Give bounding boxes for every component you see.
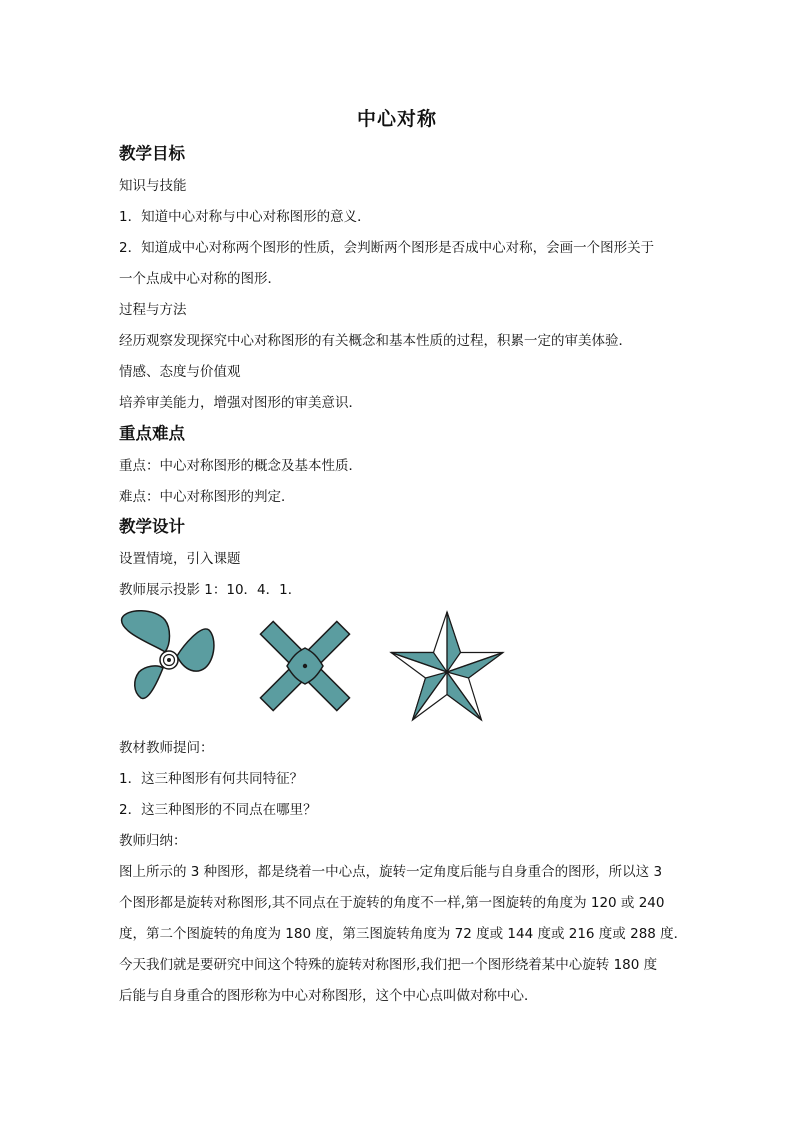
design-heading: 教学设计 xyxy=(119,517,185,536)
emotion-text: 培养审美能力，增强对图形的审美意识． xyxy=(119,395,362,411)
knowledge-skills-label: 知识与技能 xyxy=(119,178,187,194)
process-text: 经历观察发现探究中心对称图形的有关概念和基本性质的过程，积累一定的审美体验． xyxy=(119,333,632,349)
question-1: 1．这三种图形有何共同特征？ xyxy=(119,771,304,787)
summary-line-4: 今天我们就是要研究中间这个特殊的旋转对称图形,我们把一个图形绕着某中心旋转 180 度 xyxy=(119,957,658,973)
question-2: 2．这三种图形的不同点在哪里？ xyxy=(119,802,317,818)
objectives-heading: 教学目标 xyxy=(119,144,185,163)
summary-line-3: 度，第二个图旋转的角度为 180 度，第三图旋转角度为 72 度或 144 度或 216 度或 288 度． xyxy=(119,926,688,942)
difficult-point: 难点：中心对称图形的判定． xyxy=(119,489,295,505)
ks-item-2-line-2: 一个点成中心对称的图形． xyxy=(119,271,281,287)
summary-line-2: 个图形都是旋转对称图形,其不同点在于旋转的角度不一样,第一图旋转的角度为 120 或 240 xyxy=(119,895,665,911)
ks-item-1: 1．知道中心对称与中心对称图形的意义． xyxy=(119,209,371,225)
star-icon xyxy=(387,610,507,726)
summary-line-1: 图上所示的 3 种图形，都是绕着一中心点，旋转一定角度后能与自身重合的图形，所以这 3 xyxy=(119,864,663,880)
propeller-icon xyxy=(119,610,219,710)
summary-line-5: 后能与自身重合的图形称为中心对称图形，这个中心点叫做对称中心． xyxy=(119,988,538,1004)
page-title: 中心对称 xyxy=(356,108,437,130)
ks-item-2-line-1: 2．知道成中心对称两个图形的性质，会判断两个图形是否成中心对称，会画一个图形关于 xyxy=(119,240,655,256)
cross-icon xyxy=(257,618,353,714)
emotion-label: 情感、态度与价值观 xyxy=(119,364,241,380)
scene-text: 设置情境，引入课题 xyxy=(119,551,241,567)
summary-label: 教师归纳： xyxy=(119,833,187,849)
process-method-label: 过程与方法 xyxy=(119,302,187,318)
key-heading: 重点难点 xyxy=(119,424,185,443)
teacher-show-text: 教师展示投影 1：10．4．1． xyxy=(119,582,302,598)
figure-row xyxy=(119,610,519,728)
key-point: 重点：中心对称图形的概念及基本性质． xyxy=(119,458,362,474)
teacher-ask-label: 教材教师提问： xyxy=(119,740,214,756)
